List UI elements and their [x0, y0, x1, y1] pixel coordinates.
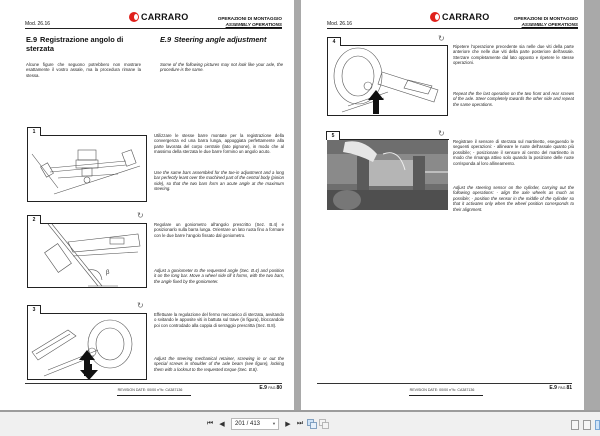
chevron-down-icon[interactable]: ▼ — [272, 421, 276, 426]
header-operations: OPERAZIONI DI MONTAGGIO ASSEMBLY OPERATIONS — [513, 16, 578, 27]
figure-step-4 — [327, 39, 448, 116]
step-4-text-italian: Ripetere l'operazione precedente sia nelle due viti della parte anteriore che nelle due viti della parte posteriore dell'assale. Sterzare completamente dal lato opposto e ripetere le stesse operazioni. — [453, 44, 574, 66]
steering-sensor-photo — [327, 140, 448, 210]
copy-page-icon[interactable] — [318, 417, 330, 431]
last-page-button[interactable]: ⏭ — [296, 420, 304, 427]
document-page-right — [301, 0, 584, 410]
previous-page-button[interactable]: ◀ — [219, 421, 225, 428]
step-number: 4 — [327, 37, 341, 46]
viewer-toolbar — [0, 410, 600, 436]
axle-screws-illustration — [328, 46, 447, 115]
next-page-button[interactable]: ▶ — [285, 421, 291, 428]
mechanical-retainer-illustration — [28, 314, 146, 379]
rotate-icon: ↻ — [137, 211, 144, 220]
toe-in-bars-illustration — [28, 136, 146, 201]
page-footer — [25, 383, 282, 392]
page-number-input[interactable]: 201 / 413 ▼ — [231, 418, 279, 430]
page-number: E.9 PAG.80 — [259, 385, 282, 391]
first-page-button[interactable]: ⏮ — [206, 420, 214, 427]
page-header — [327, 11, 578, 29]
page-gutter — [294, 0, 301, 410]
view-mode-icon[interactable] — [306, 417, 318, 431]
header-operations: OPERAZIONI DI MONTAGGIO ASSEMBLY OPERATIONS — [217, 16, 282, 27]
two-page-view-button[interactable] — [595, 420, 600, 430]
step-3-text-italian: Effettuare la regolazione del fermo meccanico di sterzata, avvitando o svitando le apposite viti in battuta sul trave (in figura), bloccandole poi con controdado alla coppia di serraggio prescritta (Sez. B.8). — [154, 312, 284, 328]
step-number: 1 — [27, 127, 41, 136]
step-1-text-english: Use the same bars assembled for the toe-in adjustment and a long bar perfectly leant over the machined part of the central body (pinion side), so that the two bars form an acute angle at the maximum steering. — [154, 170, 284, 192]
step-4-text-english: Repeat the the last operation on the two front and rear screws of the axle. Steer completely towards the other side and repeat the same operations. — [453, 91, 574, 107]
figure-step-2 — [27, 217, 147, 288]
step-5-text-italian: Registrare il sensore di sterzata sul martinetto, eseguendo le seguenti operazioni: - allineare le ruote dell'assale quanto più possibile; - posizionare il sensore al centro del martinetto in modo che rimanga attivo solo quando la posizione delle ruote corrisponda al loro allineamento. — [453, 139, 574, 166]
intro-english: Some of the following pictures may not look like your axle, the procedure is the same. — [160, 62, 283, 73]
figure-step-5 — [327, 133, 448, 210]
page-header — [25, 11, 282, 29]
carraro-logo: CARRARO — [127, 12, 190, 22]
step-3-text-english: Adjust the steering mechanical retainer, screwing in or out the special screws in shoulder of the axle beam (see figure), locking them with a locknut to the requested torque (Sec. B.8). — [154, 356, 284, 372]
single-page-view-button[interactable] — [571, 420, 579, 430]
model-number: Mod. 26.16 — [327, 21, 353, 27]
svg-text:β: β — [106, 270, 110, 276]
revision-info: REVISION DATE: 00/00 n°fc: CA387136 — [117, 388, 183, 392]
rotate-icon: ↻ — [438, 129, 445, 138]
step-number: 3 — [27, 305, 41, 314]
step-number: 5 — [326, 131, 340, 140]
vertical-scrollbar[interactable] — [584, 0, 600, 410]
rotate-icon: ↻ — [137, 301, 144, 310]
step-2-text-italian: Regolare un goniometro all'angolo prescritto (Sez. B.4) e posizionarlo sulla barra lunga. Orientare un lato ruota fino a formare con le due barre l'angolo fissato dal goniometro. — [154, 222, 284, 238]
goniometer-illustration — [28, 224, 146, 287]
section-title-italian: E.9 Registrazione angolo di sterzata — [26, 35, 124, 53]
figure-step-3 — [27, 307, 147, 380]
page-navigation — [204, 417, 330, 431]
section-title-english: E.9 Steering angle adjustment — [160, 35, 267, 44]
page-number: E.9 PAG.81 — [549, 385, 572, 391]
header-rule — [25, 28, 282, 29]
carraro-logo-icon — [430, 12, 440, 22]
model-number: Mod. 26.16 — [25, 21, 51, 27]
step-5-text-english: Adjust the steering sensor on the cylinder, carrying out the following operations: - align the axle wheels as much as possible; - position the sensor in the middle of the cylinder so that it activates only when the wheel position corresponds to their alignment. — [453, 185, 574, 212]
carraro-logo-icon — [129, 12, 139, 22]
header-rule — [327, 28, 578, 29]
step-number: 2 — [27, 215, 41, 224]
revision-info: REVISION DATE: 00/00 n°fc: CA387136 — [409, 388, 475, 392]
rotate-icon: ↻ — [438, 34, 445, 43]
intro-italian: Alcune figure che seguono potrebbero non mostrare esattamente il vostro assale, ma la procedura rimane la stessa. — [26, 62, 141, 78]
step-2-text-english: Adjust a goniometer to the requested angle (Sec. B.4) and position it on the long bar. Move a wheel side till it forms, with the two bars, the angle fixed by the goniometer. — [154, 268, 284, 284]
continuous-view-button[interactable] — [583, 420, 591, 430]
document-page-left — [0, 0, 294, 410]
carraro-logo: CARRARO — [428, 12, 491, 22]
figure-step-1 — [27, 129, 147, 202]
page-footer — [317, 383, 572, 392]
step-1-text-italian: Utilizzare le stesse barre montate per la registrazione della convergenza ed una barra lunga, appoggiata perfettamente alla parte lavorata del corpo centrale (lato pignone), in modo che al massimo della sterzata le due barre formino un angolo acuto. — [154, 133, 284, 155]
